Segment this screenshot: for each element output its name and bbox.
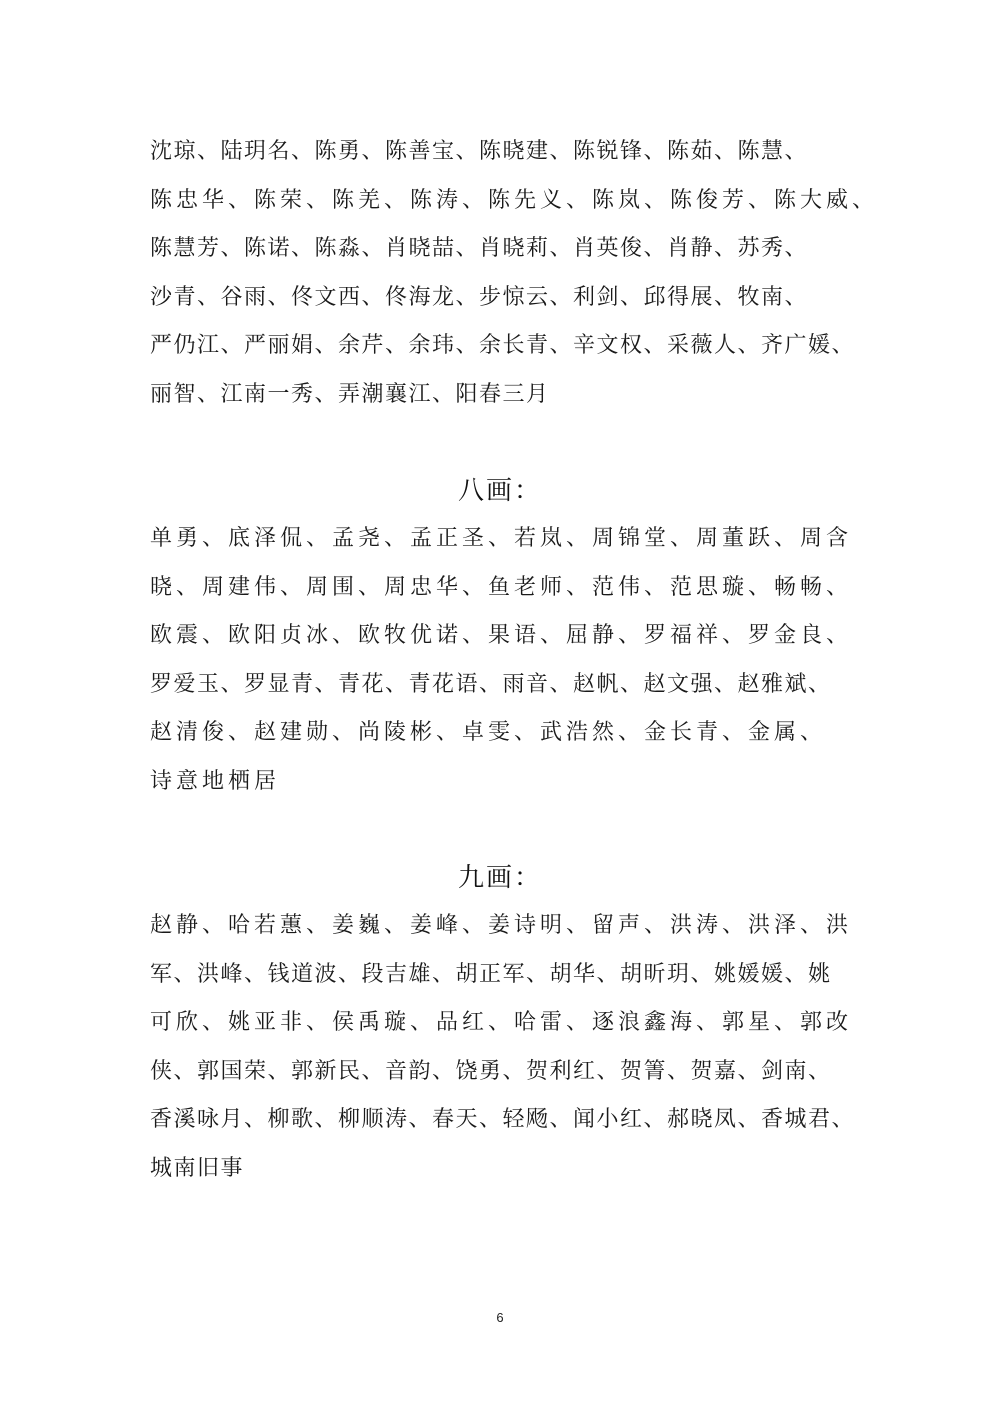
section-heading: 八画： xyxy=(457,476,542,506)
page-number: 6 xyxy=(496,1310,504,1325)
name-list-line: 可欣、姚亚非、侯禹璇、品红、哈雷、逐浪鑫海、郭星、郭改 xyxy=(150,1010,853,1035)
section-gap xyxy=(150,419,850,467)
name-list-line: 军、洪峰、钱道波、段吉雄、胡正军、胡华、胡昕玥、姚媛媛、姚 xyxy=(150,961,832,987)
name-list-line: 陈慧芳、陈诺、陈淼、肖晓喆、肖晓莉、肖英俊、肖静、苏秀、 xyxy=(150,236,809,261)
name-list-line: 城南旧事 xyxy=(150,1155,245,1181)
name-list-line: 诗意地栖居 xyxy=(150,768,281,794)
name-list-line: 赵静、哈若蕙、姜巍、姜峰、姜诗明、留声、洪涛、洪泽、洪 xyxy=(150,913,853,938)
document-page xyxy=(150,128,879,1193)
section-heading: 九画： xyxy=(457,863,542,893)
section-9 xyxy=(150,854,856,1193)
name-list-line: 丽智、江南一秀、弄潮襄江、阳春三月 xyxy=(150,381,550,407)
name-list-line: 晓、周建伟、周围、周忠华、鱼老师、范伟、范思璇、畅畅、 xyxy=(150,574,853,600)
name-list-line: 单勇、底泽侃、孟尧、孟正圣、若岚、周锦堂、周董跃、周含 xyxy=(150,526,853,551)
name-list-line: 赵清俊、赵建勋、尚陵彬、卓雯、武浩然、金长青、金属、 xyxy=(150,720,827,745)
name-list-line: 香溪咏月、柳歌、柳顺涛、春天、轻飏、闻小红、郝晓凤、香城君、 xyxy=(150,1107,856,1132)
name-list-line: 陈忠华、陈荣、陈羌、陈涛、陈先义、陈岚、陈俊芳、陈大威、 xyxy=(150,187,879,213)
section-gap xyxy=(150,806,850,854)
name-list-line: 侠、郭国荣、郭新民、音韵、饶勇、贺利红、贺箐、贺嘉、剑南、 xyxy=(150,1058,832,1084)
section-7-continued xyxy=(150,128,879,419)
name-list-line: 严仍江、严丽娟、余芹、余玮、余长青、辛文权、采薇人、齐广媛、 xyxy=(150,333,856,358)
name-list-line: 罗爱玉、罗显青、青花、青花语、雨音、赵帆、赵文强、赵雅斌、 xyxy=(150,671,832,697)
name-list-line: 沙青、谷雨、佟文西、佟海龙、步惊云、利剑、邱得展、牧南、 xyxy=(150,284,809,310)
name-list-line: 欧震、欧阳贞冰、欧牧优诺、果语、屈静、罗福祥、罗金良、 xyxy=(150,623,853,648)
section-8 xyxy=(150,467,853,806)
name-list-line: 沈琼、陆玥名、陈勇、陈善宝、陈晓建、陈锐锋、陈茹、陈慧、 xyxy=(150,139,809,164)
